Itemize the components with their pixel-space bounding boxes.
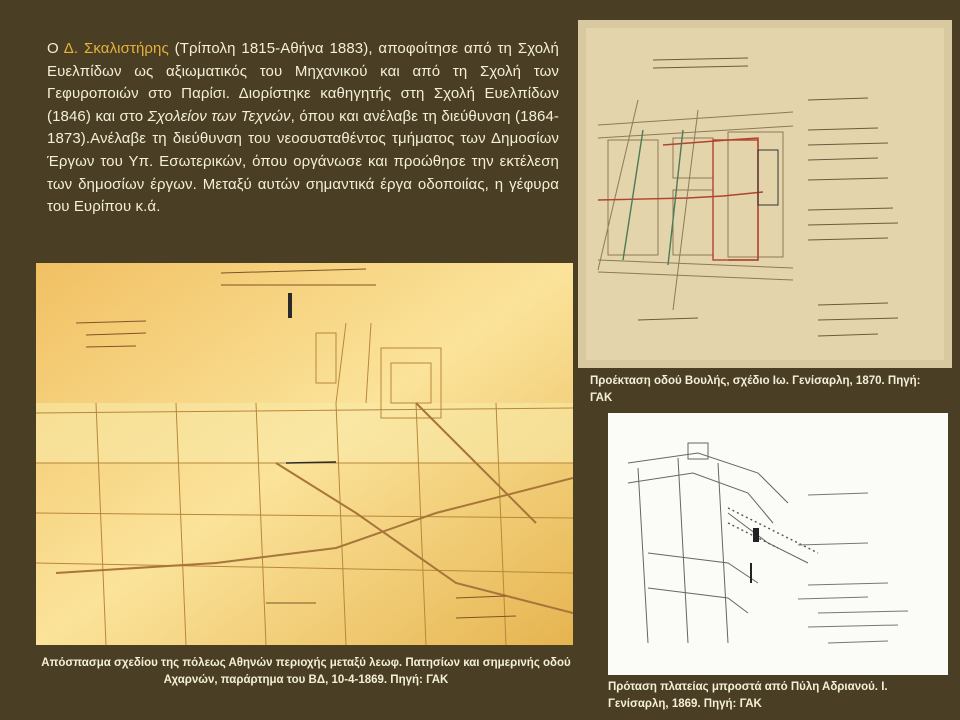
plan-image-vouli-street <box>578 20 952 368</box>
caption-main-map: Απόσπασμα σχεδίου της πόλεως Αθηνών περιοχής μεταξύ λεωφ. Πατησίων και σημερινής οδού Αχαρνών, παράρτημα του ΒΔ, 10-4-1869. Πηγή: ΓΑΚ <box>41 657 571 686</box>
biography-text <box>47 38 559 219</box>
bio-text-part2: , όπου και ανέλαβε τη διεύθυνση (1864-1873).Ανέλαβε τη διεύθυνση του νεοσυσταθέντος τμήματος των Δημοσίων Έργων του Υπ. Εσωτερικών, όπου οργάνωσε και προώθησε την εκτέλεση των δημοσίων έργων. Μεταξύ αυτών σημαντικά έργα οδοποιίας, η γέφυρα του Ευρίπου κ.ά. <box>47 107 559 216</box>
bio-name-highlight: Δ. Σκαλιστήρης <box>63 40 169 57</box>
bio-school-italic: Σχολείον των Τεχνών <box>147 107 291 125</box>
bio-prefix: Ο <box>47 40 64 57</box>
plan-image-hadrian-gate <box>608 413 948 675</box>
caption-bottom-right: Πρόταση πλατείας μπροστά από Πύλη Αδριανού. Ι. Γενίσαρλη, 1869. Πηγή: ΓΑΚ <box>608 681 888 710</box>
plan-image-athens-main <box>36 263 573 645</box>
bio-text-part1: (Τρίπολη 1815-Αθήνα 1883), αποφοίτησε από τη Σχολή Ευελπίδων ως αξιωματικός του Μηχανικού και από τη Σχολή των Γεφυροποιών στο Παρίσι. Διορίστηκε καθηγητής στη Σχολή Ευελπίδων (1846) και στο <box>47 40 559 125</box>
caption-top-right: Προέκταση οδού Βουλής, σχέδιο Ιω. Γενίσαρλη, 1870. Πηγή: ΓΑΚ <box>590 375 921 404</box>
